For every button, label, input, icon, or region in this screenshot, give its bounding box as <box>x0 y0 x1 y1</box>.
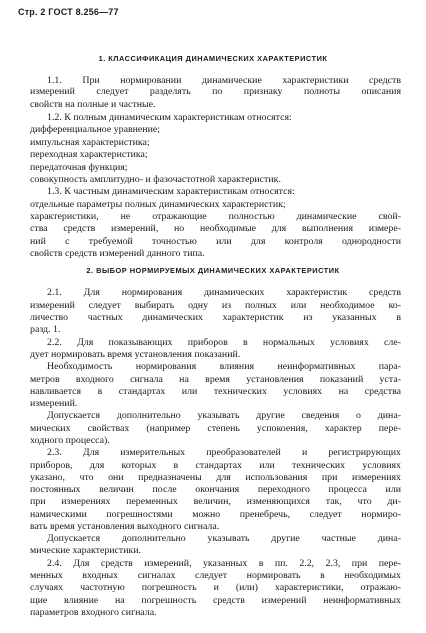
text-line: случаях частотную погрешность и (или) характеристики, отражаю- <box>30 582 401 593</box>
text-line: мические характеристики. <box>30 545 142 556</box>
text-line: метров входного сигнала на время установления показаний уста- <box>30 374 401 385</box>
text-line: измерений следует выбирать одну из полных или необходимое ко- <box>30 300 401 311</box>
text-line: разд. 1. <box>30 324 61 335</box>
text-line: переходная характеристика; <box>30 149 148 160</box>
text-line: вать время установления выходного сигнала. <box>30 521 220 532</box>
text-line: импульсная характеристика; <box>30 137 150 148</box>
text-line: 2.1. Для нормирования динамических характеристик средств <box>47 287 401 298</box>
text-line: дифференциальное уравнение; <box>30 124 160 135</box>
text-line: дует нормировать время установления показаний. <box>30 349 241 360</box>
text-line: измерений следует разделять по признаку полноты описания <box>30 86 401 97</box>
text-line: отдельные параметры полных динамических характеристик; <box>30 199 286 210</box>
text-line: Допускается дополнительно указывать другие сведения о дина- <box>47 410 401 421</box>
text-line: параметров входного сигнала. <box>30 607 157 618</box>
text-line: навливается в стандартах или технических условиях на средства <box>30 386 401 397</box>
text-line: совокупность амплитудно- и фазочастотной характеристик. <box>30 174 281 185</box>
section-1-title: 1. КЛАССИФИКАЦИЯ ДИНАМИЧЕСКИХ ХАРАКТЕРИСТИК <box>98 54 328 63</box>
text-line: 1.3. К частным динамическим характеристикам относятся: <box>47 186 295 197</box>
text-line: указано, что они предназначены для использования при измерениях <box>30 472 401 483</box>
text-line: характеристики, не отражающие полностью динамические свой- <box>30 211 401 222</box>
text-line: намическими погрешностями можно пренебречь, следует нормиро- <box>30 509 401 520</box>
text-line: измерений. <box>30 398 78 409</box>
text-line: при измерениях переменных величин, изменяющихся так, что ди- <box>30 496 401 507</box>
text-line: ний с требуемой точностью или для контроля однородности <box>30 236 401 247</box>
text-line: передаточная функция; <box>30 162 128 173</box>
text-line: менных входных сигналах следует нормировать в необходимых <box>30 570 401 581</box>
text-line: приборов, для которых в стандартах или технических условиях <box>30 460 401 471</box>
page-header: Стр. 2 ГОСТ 8.256—77 <box>18 7 119 17</box>
text-line: свойств на полные и частные. <box>30 99 156 110</box>
section-2-title: 2. ВЫБОР НОРМИРУЕМЫХ ДИНАМИЧЕСКИХ ХАРАКТЕРИСТИК <box>86 266 340 275</box>
text-line: Необходимость нормирования влияния неинформативных пара- <box>47 361 401 372</box>
text-line: ходного процесса). <box>30 435 110 446</box>
text-line: постоянных величин после окончания переходного процесса или <box>30 484 401 495</box>
text-line: 1.2. К полным динамическим характеристикам относятся: <box>47 112 292 123</box>
text-line: 2.3. Для измерительных преобразователей и регистрирующих <box>47 447 401 458</box>
text-line: свойств средств измерений данного типа. <box>30 248 205 259</box>
text-line: мических свойствах (например степень успокоения, характер пере- <box>30 423 401 434</box>
text-line: 2.2. Для показывающих приборов в нормальных условиях сле- <box>47 337 401 348</box>
text-line: ства средств измерений, но необходимые для выполнения измере- <box>30 223 401 234</box>
text-line: личество частных динамических характеристик из указанных в <box>30 312 401 323</box>
text-line: 2.4. Для средств измерений, указанных в пп. 2.2, 2.3, при пере- <box>47 558 401 569</box>
text-line: 1.1. При нормировании динамические характеристики средств <box>47 75 401 86</box>
text-line: щие влияние на погрешность средств измерений неинформативных <box>30 595 401 606</box>
text-line: Допускается дополнительно указывать другие частные дина- <box>47 533 401 544</box>
